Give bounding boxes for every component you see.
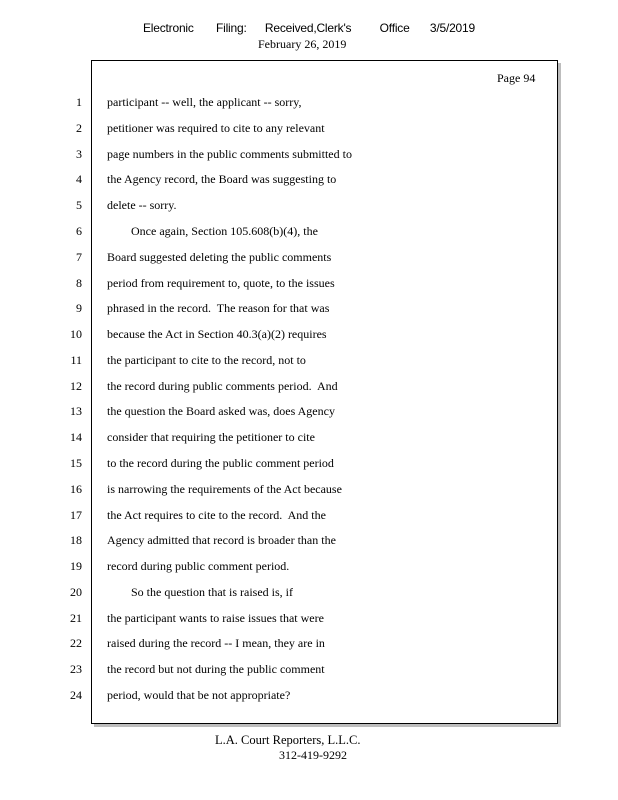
line-text: Board suggested deleting the public comments	[107, 250, 332, 264]
line-number: 18	[70, 533, 82, 547]
filed-date: February 26, 2019	[258, 37, 347, 51]
line-number: 20	[70, 585, 82, 599]
line-number: 22	[70, 636, 82, 650]
line-text: the record but not during the public comment	[107, 662, 325, 676]
line-text: So the question that is raised is, if	[107, 585, 293, 599]
line-number: 12	[70, 379, 82, 393]
line-text: the question the Board asked was, does Agency	[107, 404, 335, 418]
line-number: 3	[76, 147, 82, 161]
line-text: period, would that be not appropriate?	[107, 688, 291, 702]
line-text: the participant wants to raise issues that were	[107, 611, 324, 625]
line-text: Once again, Section 105.608(b)(4), the	[107, 224, 318, 238]
line-text: phrased in the record. The reason for that was	[107, 301, 330, 315]
line-number: 16	[70, 482, 82, 496]
line-number: 7	[76, 250, 82, 264]
line-number: 14	[70, 430, 82, 444]
line-number: 9	[76, 301, 82, 315]
line-number: 8	[76, 276, 82, 290]
line-text: the participant to cite to the record, not to	[107, 353, 306, 367]
line-text: the Act requires to cite to the record. And the	[107, 508, 326, 522]
line-text: consider that requiring the petitioner to cite	[107, 430, 315, 444]
stamp-electronic: Electronic	[143, 21, 194, 35]
line-number: 4	[76, 172, 82, 186]
line-number: 15	[70, 456, 82, 470]
line-number: 5	[76, 198, 82, 212]
line-number: 21	[70, 611, 82, 625]
filing-stamp	[0, 21, 618, 35]
stamp-office: Office	[379, 21, 410, 35]
line-text: participant -- well, the applicant -- sorry,	[107, 95, 302, 109]
line-text: the Agency record, the Board was suggesting to	[107, 172, 337, 186]
line-number: 11	[70, 353, 82, 367]
line-number: 1	[76, 95, 82, 109]
line-number: 13	[70, 404, 82, 418]
stamp-date: 3/5/2019	[429, 21, 475, 35]
line-number: 23	[70, 662, 82, 676]
line-number: 24	[70, 688, 82, 702]
line-text: raised during the record -- I mean, they are in	[107, 636, 325, 650]
line-number: 2	[76, 121, 82, 135]
line-text: is narrowing the requirements of the Act because	[107, 482, 342, 496]
line-text: delete -- sorry.	[107, 198, 177, 212]
line-number: 10	[70, 327, 82, 341]
line-number: 6	[76, 224, 82, 238]
line-number: 19	[70, 559, 82, 573]
stamp-received: Received,Clerk's	[264, 21, 352, 35]
line-text: period from requirement to, quote, to the issues	[107, 276, 335, 290]
footer-company: L.A. Court Reporters, L.L.C.	[215, 733, 361, 747]
line-text: petitioner was required to cite to any relevant	[107, 121, 325, 135]
stamp-filing: Filing:	[215, 21, 247, 35]
page-number: Page 94	[497, 71, 536, 85]
line-text: the record during public comments period. And	[107, 379, 338, 393]
line-text: record during public comment period.	[107, 559, 290, 573]
line-text: because the Act in Section 40.3(a)(2) requires	[107, 327, 327, 341]
line-text: page numbers in the public comments submitted to	[107, 147, 352, 161]
line-text: Agency admitted that record is broader than the	[107, 533, 336, 547]
line-text: to the record during the public comment period	[107, 456, 334, 470]
footer-phone: 312-419-9292	[279, 748, 347, 762]
line-number: 17	[70, 508, 82, 522]
